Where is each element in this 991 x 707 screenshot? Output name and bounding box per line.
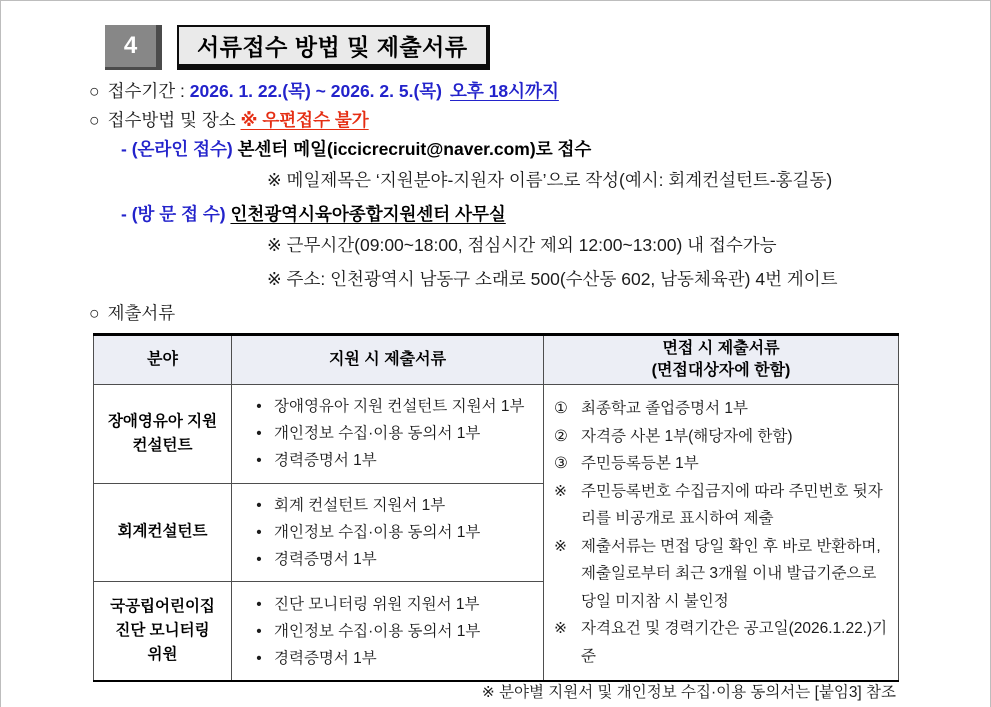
interview-doc-note: ※ 자격요건 및 경력기간은 공고일(2026.1.22.)기준 (554, 615, 892, 670)
apply-docs-cell (232, 385, 544, 484)
section-title-box (177, 25, 490, 70)
attachment-reference-note: ※ 분야별 지원서 및 개인정보 수집·이용 동의서는 [붙임3] 참조 (481, 684, 896, 701)
interview-doc-item: ① 최종학교 졸업증명서 1부 (554, 395, 892, 423)
interview-doc-note: ※ 주민등록번호 수집금지에 따라 주민번호 뒷자리를 비공개로 표시하여 제출 (554, 478, 892, 533)
bullet-icon: • (256, 622, 262, 640)
reference-mark-icon: ※ (267, 269, 282, 289)
apply-docs-cell (232, 483, 544, 582)
reference-mark-icon: ※ (554, 482, 567, 500)
apply-docs-cell (232, 582, 544, 681)
interview-doc-note: ※ 제출서류는 면접 당일 확인 후 바로 반환하며, 제출일로부터 최근 3개월 이내 발급기준으로 당일 미지참 시 불인정 (554, 533, 892, 616)
bullet-icon: • (256, 595, 262, 613)
doc-item: • 개인정보 수집·이용 동의서 1부 (244, 618, 535, 645)
line-online-note (89, 170, 969, 191)
circle-bullet-icon: ○ (89, 110, 100, 130)
doc-item: • 경력증명서 1부 (244, 645, 535, 672)
line-reception-method (89, 110, 969, 131)
body-text (89, 81, 969, 332)
bullet-icon: • (256, 496, 262, 514)
section-header (105, 25, 490, 70)
line-reception-period (89, 81, 969, 102)
table-header-row (94, 335, 899, 385)
reference-mark-icon: ※ (267, 170, 282, 190)
submission-documents-table (93, 333, 899, 682)
bullet-icon: • (256, 523, 262, 541)
field-cell-accounting-consultant: 회계컨설턴트 (94, 483, 232, 582)
reference-mark-icon: ※ (554, 537, 567, 555)
dash-marker: - (121, 139, 127, 159)
interview-doc-item: ③ 주민등록등본 1부 (554, 450, 892, 478)
reception-period-label: 접수기간 : (107, 81, 190, 101)
line-visit-reception (89, 204, 969, 225)
field-cell-disability-consultant: 장애영유아 지원 컨설턴트 (94, 385, 232, 484)
doc-item: • 개인정보 수집·이용 동의서 1부 (244, 420, 535, 447)
doc-item: • 회계 컨설턴트 지원서 1부 (244, 492, 535, 519)
no-postal-warning: ※ 우편접수 불가 (240, 110, 369, 130)
bullet-icon: • (256, 425, 262, 443)
bullet-icon: • (256, 452, 262, 470)
reference-mark-icon: ※ (267, 235, 282, 255)
visit-reception-tag: (방 문 접 수) (131, 204, 226, 224)
section-number: 4 (123, 32, 138, 59)
circled-number-icon: ③ (554, 455, 568, 472)
doc-item: • 장애영유아 지원 컨설턴트 지원서 1부 (244, 393, 535, 420)
bullet-icon: • (256, 550, 262, 568)
table-row (94, 385, 899, 484)
interview-doc-item: ② 자격증 사본 1부(해당자에 한함) (554, 423, 892, 451)
field-cell-monitoring-committee: 국공립어린이집 진단 모니터링 위원 (94, 582, 232, 681)
interview-docs-cell (544, 385, 899, 682)
circle-bullet-icon: ○ (89, 81, 100, 101)
column-header-field: 분야 (94, 335, 232, 385)
page-title: 서류접수 방법 및 제출서류 (197, 34, 468, 60)
reception-deadline: 오후 18시까지 (450, 81, 559, 101)
dash-marker: - (121, 204, 127, 224)
online-reception-text: 본센터 메일(iccicrecruit@naver.com)로 접수 (237, 139, 592, 159)
circled-number-icon: ① (554, 400, 568, 417)
column-header-apply-docs: 지원 시 제출서류 (232, 335, 544, 385)
reception-method-label: 접수방법 및 장소 (107, 110, 241, 130)
circle-bullet-icon: ○ (89, 303, 100, 323)
mail-subject-note: 메일제목은 ‘지원분야-지원자 이름’으로 작성(예시: 회계컨설턴트-홍길동) (286, 170, 833, 190)
reference-mark-icon: ※ (554, 620, 567, 637)
line-online-reception (89, 139, 969, 160)
doc-item: • 경력증명서 1부 (244, 447, 535, 474)
online-reception-tag: (온라인 접수) (131, 139, 233, 159)
doc-item: • 개인정보 수집·이용 동의서 1부 (244, 519, 535, 546)
bullet-icon: • (256, 649, 262, 667)
visit-reception-place: 인천광역시육아종합지원센터 사무실 (230, 204, 506, 224)
office-hours-note: 근무시간(09:00~18:00, 점심시간 제외 12:00~13:00) 내 접수가능 (286, 235, 777, 255)
column-header-interview-docs: 면접 시 제출서류 (면접대상자에 한함) (544, 335, 899, 385)
line-submission-docs (89, 303, 969, 324)
doc-item: • 경력증명서 1부 (244, 546, 535, 573)
line-address-note (89, 269, 969, 290)
reception-period-dates: 2026. 1. 22.(목) ~ 2026. 2. 5.(목) (189, 81, 443, 101)
section-number-badge (105, 25, 162, 70)
submission-docs-label: 제출서류 (107, 303, 176, 323)
bullet-icon: • (256, 398, 262, 416)
line-office-hours-note (89, 235, 969, 256)
doc-item: • 진단 모니터링 위원 지원서 1부 (244, 591, 535, 618)
address-note: 주소: 인천광역시 남동구 소래로 500(수산동 602, 남동체육관) 4번 게이트 (286, 269, 838, 289)
circled-number-icon: ② (554, 427, 568, 445)
